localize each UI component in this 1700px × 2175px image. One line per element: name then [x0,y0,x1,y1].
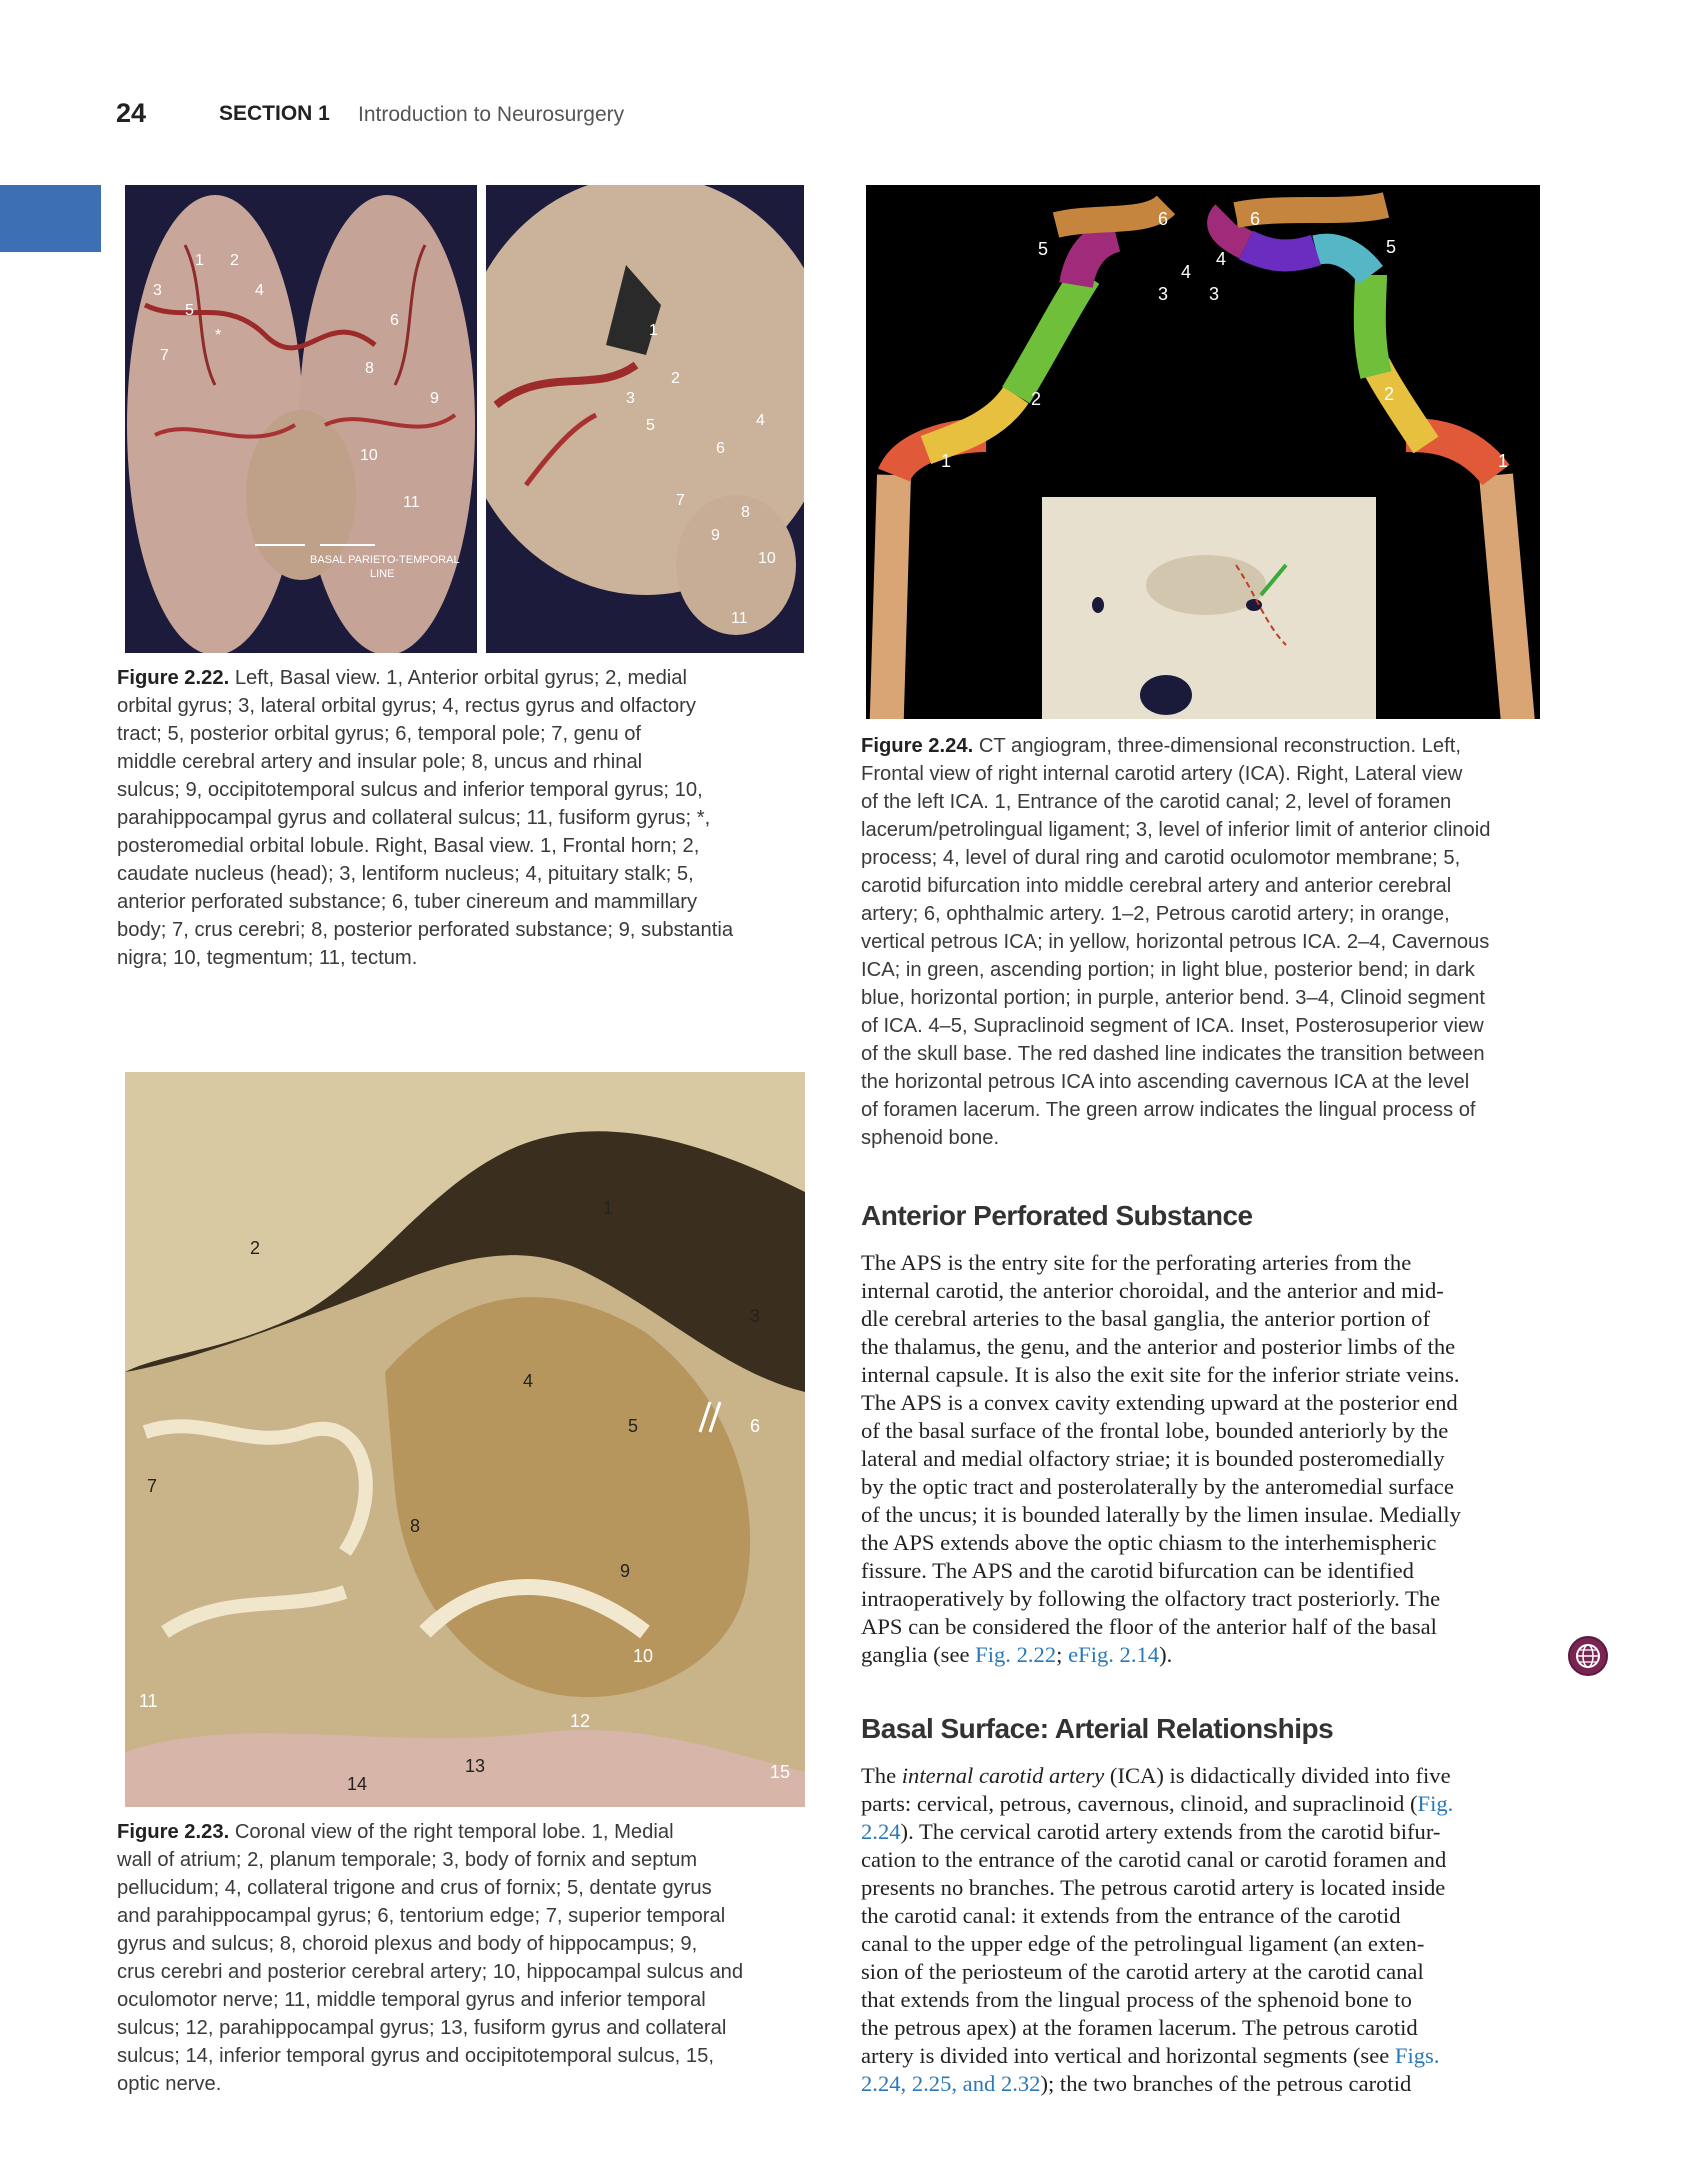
aps-sep: ; [1056,1642,1069,1667]
fig22-left-label-10: 10 [360,447,378,464]
link-efig-2-14[interactable]: eFig. 2.14 [1068,1642,1160,1667]
fig23-label-8: 8 [410,1516,421,1536]
fig24-label-1-right: 1 [1498,451,1509,471]
link-fig-2-24[interactable]: 2.24 [861,1819,901,1844]
fig22-caption-line-0: Left, Basal view. 1, Anterior orbital gyrus; 2, medial [234,667,688,689]
aps-last-prefix: ganglia (see [861,1642,976,1667]
fig23-label-3: 3 [750,1306,761,1326]
fig22-right-label-11: 11 [731,610,748,627]
basal-line-2: the carotid canal: it extends from the entrance of the carotid [861,1903,1401,1928]
section-label: SECTION 1 [219,102,330,125]
fig22-right-label-6: 6 [716,440,725,457]
basal-line1-end: parts: cervical, petrous, cavernous, clinoid, and supraclinoid ( [861,1791,1418,1816]
fig24-caption-line-4: process; 4, level of dural ring and carotid oculomotor membrane; 5, [861,847,1461,869]
fig24-label-5-right: 5 [1386,237,1397,257]
basal-line-0: cation to the entrance of the carotid canal or carotid foramen and [861,1847,1447,1872]
fig22-caption-label: Figure 2.22. [117,667,230,689]
fig23-caption-line-6: oculomotor nerve; 11, middle temporal gyrus and inferior temporal [117,1989,706,2011]
fig23-label-5: 5 [628,1416,639,1436]
fig24-caption-line-10: of ICA. 4–5, Supraclinoid segment of ICA. Inset, Posterosuperior view [861,1015,1484,1037]
basal-line-4: sion of the periosteum of the carotid artery at the carotid canal [861,1959,1424,1984]
fig23-caption-line-5: crus cerebri and posterior cerebral artery; 10, hippocampal sulcus and [117,1961,744,1983]
link-figs-2-24-2-25-2-32[interactable]: 2.24, 2.25, and 2.32 [861,2071,1041,2096]
fig23-label-15: 15 [770,1762,791,1782]
figure-2-24-image [866,185,1540,719]
fig22-right-label-1: 1 [649,322,658,339]
fig22-right-label-4: 4 [756,412,765,429]
basal-line1-suffix: (ICA) is didactically divided into five [1104,1763,1451,1788]
fig23-label-11: 11 [139,1691,158,1711]
chapter-tab [0,185,101,252]
fig22-left-label-asterisk: * [215,327,222,344]
basal-line-6: the petrous apex) at the foramen lacerum. The petrous carotid [861,2015,1418,2040]
fig23-label-13: 13 [465,1756,486,1776]
fig23-caption-line-2: pellucidum; 4, collateral trigone and crus of fornix; 5, dentate gyrus [117,1877,712,1899]
fig22-basal-line-text: BASAL PARIETO-TEMPORAL [310,554,460,566]
aps-line-6: of the basal surface of the frontal lobe, bounded anteriorly by the [861,1418,1449,1443]
basal-last-suffix: ); the two branches of the petrous carotid [1040,2071,1412,2096]
fig22-right-label-3: 3 [626,390,635,407]
fig24-label-2-right: 2 [1384,384,1395,404]
fig23-caption-line-9: optic nerve. [117,2073,222,2095]
fig24-caption-line-8: ICA; in green, ascending portion; in light blue, posterior bend; in dark [861,959,1475,981]
fig22-right-label-10: 10 [758,550,776,567]
fig23-label-2: 2 [250,1238,261,1258]
fig23-label-9: 9 [620,1561,631,1581]
fig22-right-label-2: 2 [671,370,680,387]
aps-last-suffix: ). [1159,1642,1173,1667]
fig24-caption-line-9: blue, horizontal portion; in purple, anterior bend. 3–4, Clinoid segment [861,987,1485,1009]
fig24-caption-label: Figure 2.24. [861,735,974,757]
fig24-caption-line-13: of foramen lacerum. The green arrow indicates the lingual process of [861,1099,1476,1121]
fig23-caption-line-1: wall of atrium; 2, planum temporale; 3, body of fornix and septum [117,1849,698,1871]
fig22-caption-line-1: orbital gyrus; 3, lateral orbital gyrus; 4, rectus gyrus and olfactory [117,695,696,717]
fig22-left-label-4: 4 [255,282,264,299]
figure-2-24-caption [861,732,1561,1152]
section-title: Introduction to Neurosurgery [358,103,625,126]
aps-line-3: the thalamus, the genu, and the anterior and posterior limbs of the [861,1334,1456,1359]
basal-body [861,1762,1555,2098]
fig22-caption-line-6: posteromedial orbital lobule. Right, Basal view. 1, Frontal horn; 2, [117,835,700,857]
fig22-basal-line-text2: LINE [370,568,395,580]
fig24-caption-line-2: of the left ICA. 1, Entrance of the carotid canal; 2, level of foramen [861,791,1452,813]
aps-line-5: The APS is a convex cavity extending upward at the posterior end [861,1390,1458,1415]
aps-line-0: The APS is the entry site for the perforating arteries from the [861,1250,1412,1275]
fig23-caption-line-0: Coronal view of the right temporal lobe. 1, Medial [234,1821,674,1843]
aps-body [861,1249,1555,1669]
fig23-label-14: 14 [347,1774,368,1794]
figure-2-23-caption [117,1818,807,2098]
fig22-left-label-2: 2 [230,252,239,269]
fig24-label-3-right: 3 [1209,284,1220,304]
fig23-caption-line-7: sulcus; 12, parahippocampal gyrus; 13, fusiform gyrus and collateral [117,2017,727,2039]
fig22-right-label-5: 5 [646,417,655,434]
aps-line-10: the APS extends above the optic chiasm to the interhemispheric [861,1530,1437,1555]
fig23-caption-line-8: sulcus; 14, inferior temporal gyrus and occipitotemporal sulcus, 15, [117,2045,714,2067]
fig22-caption-line-10: nigra; 10, tegmentum; 11, tectum. [117,947,418,969]
fig23-label-10: 10 [633,1646,654,1666]
fig24-label-4-right: 4 [1216,249,1227,269]
link-fig-2-24-prefix[interactable]: Fig. [1417,1791,1454,1816]
aps-line-1: internal carotid, the anterior choroidal, and the anterior and mid- [861,1278,1444,1303]
fig22-right-label-7: 7 [676,492,685,509]
fig22-caption-line-7: caudate nucleus (head); 3, lentiform nucleus; 4, pituitary stalk; 5, [117,863,694,885]
page-number: 24 [116,98,147,128]
fig23-label-1: 1 [603,1198,614,1218]
fig22-right-label-9: 9 [711,527,720,544]
fig22-left-label-11: 11 [403,494,420,511]
link-fig-2-22[interactable]: Fig. 2.22 [975,1642,1057,1667]
fig22-left-label-8: 8 [365,360,374,377]
fig23-label-4: 4 [523,1371,534,1391]
aps-line-8: by the optic tract and posterolaterally by the anteromedial surface [861,1474,1454,1499]
fig24-caption-line-3: lacerum/petrolingual ligament; 3, level of inferior limit of anterior clinoid [861,819,1491,841]
fig24-label-6-left: 6 [1158,209,1169,229]
fig22-left-label-3: 3 [153,282,162,299]
fig22-right-label-8: 8 [741,504,750,521]
fig22-left-label-1: 1 [195,252,204,269]
fig22-caption-line-3: middle cerebral artery and insular pole; 8, uncus and rhinal [117,751,643,773]
aps-heading: Anterior Perforated Substance [861,1200,1253,1231]
aps-line-11: fissure. The APS and the carotid bifurcation can be identified [861,1558,1414,1583]
fig22-left-label-5: 5 [185,302,194,319]
fig24-caption-line-5: carotid bifurcation into middle cerebral artery and anterior cerebral [861,875,1452,897]
fig24-label-4-left: 4 [1181,262,1192,282]
fig24-caption-line-0: CT angiogram, three-dimensional reconstruction. Left, [978,735,1461,757]
fig24-caption-line-7: vertical petrous ICA; in yellow, horizontal petrous ICA. 2–4, Cavernous [861,931,1490,953]
fig22-left-label-6: 6 [390,312,399,329]
fig22-caption-line-8: anterior perforated substance; 6, tuber cinereum and mammillary [117,891,698,913]
fig22-caption-line-9: body; 7, crus cerebri; 8, posterior perforated substance; 9, substantia [117,919,734,941]
fig22-left-label-7: 7 [160,347,169,364]
fig24-caption-line-6: artery; 6, ophthalmic artery. 1–2, Petrous carotid artery; in orange, [861,903,1450,925]
fig22-left-label-9: 9 [430,390,439,407]
figure-2-22-left-image [125,185,477,653]
fig24-caption-line-12: the horizontal petrous ICA into ascending cavernous ICA at the level [861,1071,1470,1093]
aps-line-12: intraoperatively by following the olfactory tract posteriorly. The [861,1586,1441,1611]
fig23-label-12: 12 [570,1711,591,1731]
aps-line-13: APS can be considered the floor of the anterior half of the basal [861,1614,1437,1639]
basal-line-7: artery is divided into vertical and horizontal segments (see [861,2043,1395,2068]
basal-line2-suffix: ). The cervical carotid artery extends from the carotid bifur- [900,1819,1441,1844]
aps-line-9: of the uncus; it is bounded laterally by the limen insulae. Medially [861,1502,1461,1527]
link-figs-prefix[interactable]: Figs. [1394,2043,1440,2068]
globe-icon[interactable] [1568,1636,1608,1676]
fig24-caption-line-11: of the skull base. The red dashed line indicates the transition between [861,1043,1485,1065]
fig24-label-6-right: 6 [1250,209,1261,229]
fig24-label-2-left: 2 [1031,389,1042,409]
fig23-label-6: 6 [750,1416,761,1436]
figure-2-23-image [125,1072,805,1807]
fig24-label-5-left: 5 [1038,239,1049,259]
fig22-caption-line-2: tract; 5, posterior orbital gyrus; 6, temporal pole; 7, genu of [117,723,642,745]
aps-line-7: lateral and medial olfactory striae; it is bounded posteromedially [861,1446,1445,1471]
basal-line1-prefix: The [861,1763,902,1788]
basal-line1-italic: internal carotid artery [901,1763,1105,1788]
basal-line-5: that extends from the lingual process of the sphenoid bone to [861,1987,1412,2012]
fig24-caption-line-1: Frontal view of right internal carotid artery (ICA). Right, Lateral view [861,763,1463,785]
figure-2-22-caption [117,664,807,972]
fig22-caption-line-5: parahippocampal gyrus and collateral sulcus; 11, fusiform gyrus; *, [117,807,711,829]
fig23-label-7: 7 [147,1476,158,1496]
aps-line-2: dle cerebral arteries to the basal ganglia, the anterior portion of [861,1306,1430,1331]
basal-line-1: presents no branches. The petrous carotid artery is located inside [861,1875,1446,1900]
fig23-caption-line-4: gyrus and sulcus; 8, choroid plexus and body of hippocampus; 9, [117,1933,698,1955]
fig23-caption-line-3: and parahippocampal gyrus; 6, tentorium edge; 7, superior temporal [117,1905,726,1927]
fig23-caption-label: Figure 2.23. [117,1821,230,1843]
fig24-caption-line-14: sphenoid bone. [861,1127,1000,1149]
fig24-label-3-left: 3 [1158,284,1169,304]
basal-heading: Basal Surface: Arterial Relationships [861,1713,1334,1744]
fig24-label-1-left: 1 [941,451,952,471]
figure-2-22-right-image [486,185,804,653]
fig22-caption-line-4: sulcus; 9, occipitotemporal sulcus and inferior temporal gyrus; 10, [117,779,703,801]
aps-line-4: internal capsule. It is also the exit site for the inferior striate veins. [861,1362,1460,1387]
basal-line-3: canal to the upper edge of the petrolingual ligament (an exten- [861,1931,1425,1956]
